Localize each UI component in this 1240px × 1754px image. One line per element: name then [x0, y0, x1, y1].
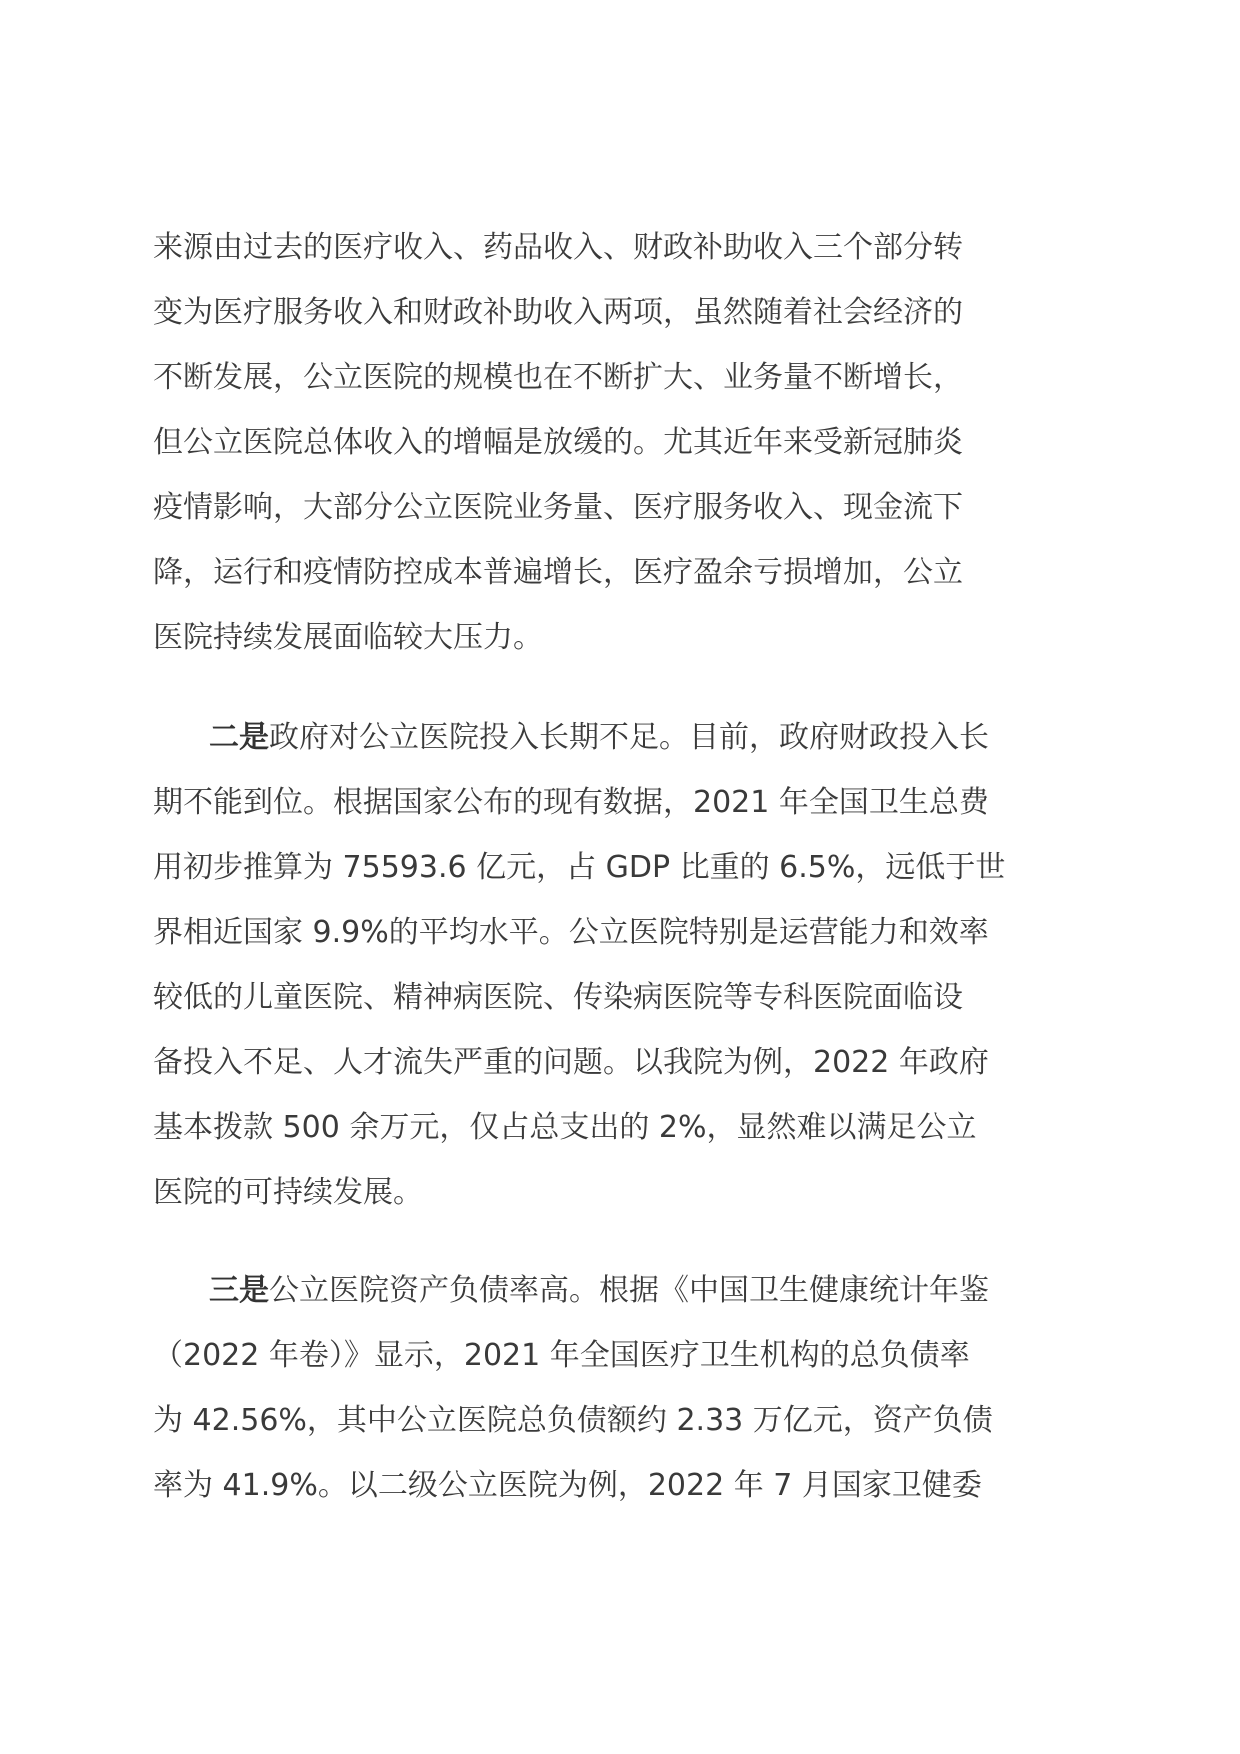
paragraph-debt-ratio	[153, 1258, 1093, 1518]
paragraph-lead: 三是	[209, 1273, 269, 1308]
text-line: 期不能到位。根据国家公布的现有数据，2021 年全国卫生总费	[153, 785, 989, 820]
text-line: 但公立医院总体收入的增幅是放缓的。尤其近年来受新冠肺炎	[153, 425, 963, 460]
text-line: 来源由过去的医疗收入、药品收入、财政补助收入三个部分转	[153, 230, 963, 265]
text-line: 疫情影响，大部分公立医院业务量、医疗服务收入、现金流下	[153, 490, 963, 525]
text-line-first	[153, 1258, 1093, 1323]
paragraph-income-sources	[153, 215, 1093, 670]
text-line-rest: 公立医院资产负债率高。根据《中国卫生健康统计年鉴	[269, 1273, 989, 1308]
text-line: 降，运行和疫情防控成本普遍增长，医疗盈余亏损增加，公立	[153, 555, 963, 590]
text-line: 变为医疗服务收入和财政补助收入两项，虽然随着社会经济的	[153, 295, 963, 330]
text-line: 医院的可持续发展。	[153, 1175, 423, 1210]
text-line-rest: 政府对公立医院投入长期不足。目前，政府财政投入长	[269, 720, 989, 755]
text-line: 备投入不足、人才流失严重的问题。以我院为例，2022 年政府	[153, 1045, 989, 1080]
text-line: 界相近国家 9.9%的平均水平。公立医院特别是运营能力和效率	[153, 915, 989, 950]
paragraph-government-funding	[153, 705, 1093, 1225]
text-line: 率为 41.9%。以二级公立医院为例，2022 年 7 月国家卫健委	[153, 1468, 982, 1503]
text-line: 不断发展，公立医院的规模也在不断扩大、业务量不断增长，	[153, 360, 963, 395]
text-line: 用初步推算为 75593.6 亿元，占 GDP 比重的 6.5%，远低于世	[153, 850, 1006, 885]
text-line: 医院持续发展面临较大压力。	[153, 620, 543, 655]
paragraph-lead: 二是	[209, 720, 269, 755]
text-line-first	[153, 705, 1093, 770]
text-line: 为 42.56%，其中公立医院总负债额约 2.33 万亿元，资产负债	[153, 1403, 993, 1438]
text-line: 基本拨款 500 余万元，仅占总支出的 2%，显然难以满足公立	[153, 1110, 977, 1145]
text-line: （2022 年卷）》显示，2021 年全国医疗卫生机构的总负债率	[153, 1338, 970, 1373]
text-line: 较低的儿童医院、精神病医院、传染病医院等专科医院面临设	[153, 980, 963, 1015]
